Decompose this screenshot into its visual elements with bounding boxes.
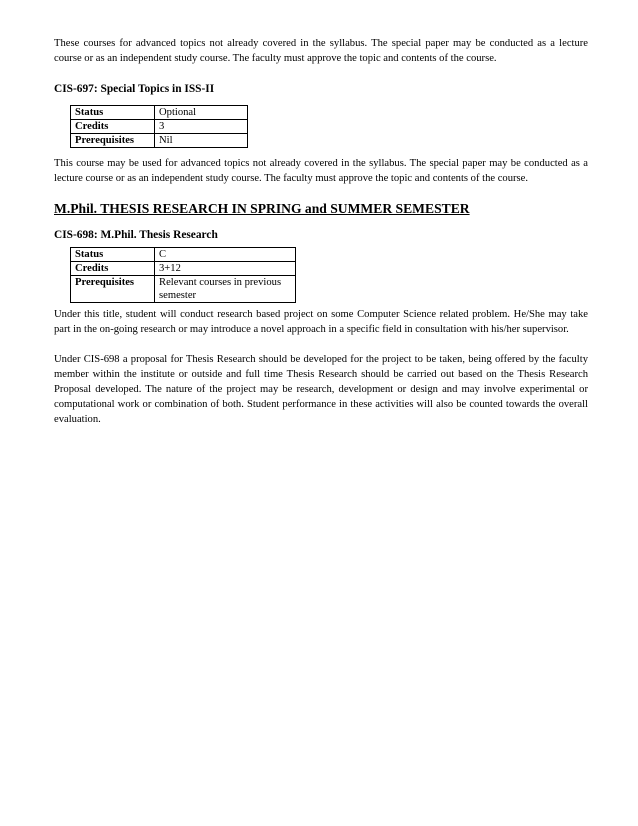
status-value: C bbox=[155, 248, 296, 262]
credits-label: Credits bbox=[71, 262, 155, 276]
course-698-info-table bbox=[70, 247, 296, 303]
credits-value: 3+12 bbox=[155, 262, 296, 276]
credits-label: Credits bbox=[71, 120, 155, 134]
course-698-title: CIS-698: M.Phil. Thesis Research bbox=[54, 229, 218, 241]
course-698-paragraph-2: Under CIS-698 a proposal for Thesis Research should be developed for the project to be taken, being offered by the faculty member within the institute or outside and full time Thesis Research should be carried out based on the Thesis Research Proposal developed. The nature of the project may be research, development or design and may involve experimental or computational work or combination of both. Student performance in these activities will also be counted towards the overall evaluation. bbox=[54, 354, 588, 425]
course-697-info-table bbox=[70, 105, 248, 148]
table-row bbox=[71, 106, 248, 120]
credits-value: 3 bbox=[155, 120, 248, 134]
status-label: Status bbox=[71, 248, 155, 262]
table-row bbox=[71, 276, 296, 303]
course-697-description: This course may be used for advanced topics not already covered in the syllabus. The special paper may be conducted as a lecture course or as an independent study course. The faculty must approve the topic and contents of the course. bbox=[54, 158, 588, 184]
table-row bbox=[71, 262, 296, 276]
document-page bbox=[54, 36, 588, 427]
section-heading: M.Phil. THESIS RESEARCH IN SPRING and SUMMER SEMESTER bbox=[54, 201, 470, 216]
course-697-title: CIS-697: Special Topics in ISS-II bbox=[54, 83, 215, 95]
prerequisites-label: Prerequisites bbox=[71, 276, 155, 303]
table-row bbox=[71, 120, 248, 134]
table-row bbox=[71, 248, 296, 262]
prerequisites-value: Nil bbox=[155, 134, 248, 148]
prerequisites-label: Prerequisites bbox=[71, 134, 155, 148]
status-value: Optional bbox=[155, 106, 248, 120]
course-698-paragraph-1: Under this title, student will conduct research based project on some Computer Science related problem. He/She may take part in the on-going research or may introduce a novel approach in a specific field in consultation with his/her supervisor. bbox=[54, 309, 588, 335]
status-label: Status bbox=[71, 106, 155, 120]
intro-paragraph: These courses for advanced topics not already covered in the syllabus. The special paper may be conducted as a lecture course or as an independent study course. The faculty must approve the topic and contents of the course. bbox=[54, 38, 588, 64]
table-row bbox=[71, 134, 248, 148]
prerequisites-value: Relevant courses in previous semester bbox=[155, 276, 296, 303]
